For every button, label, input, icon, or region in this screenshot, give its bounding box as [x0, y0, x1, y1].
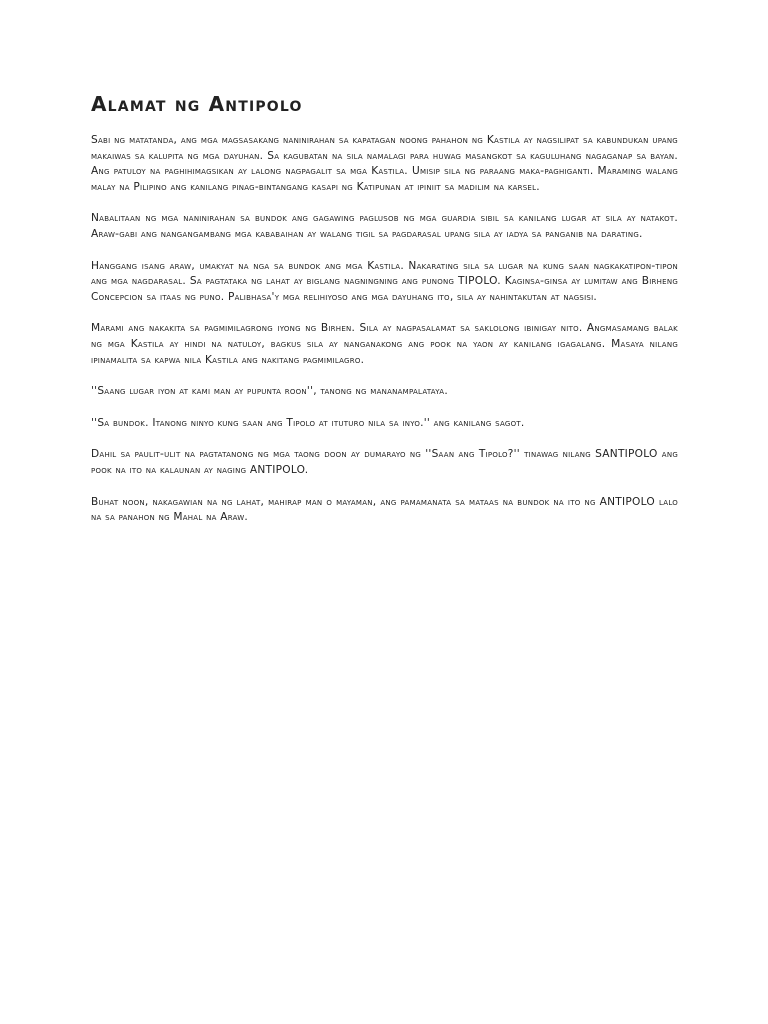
paragraph-6: ''Sa bundok. Itanong ninyo kung saan ang Tipolo at ituturo nila sa inyo.'' ang kanilang sagot.	[91, 416, 525, 429]
paragraph-8: Buhat noon, nakagawian na ng lahat, mahirap man o mayaman, ang pamamanata sa mataas na bundok na ito ng ANTIPOLO lalo na sa panahon ng Mahal na Araw.	[91, 495, 678, 524]
document-page	[91, 92, 678, 542]
paragraph-5: ''Saang lugar iyon at kami man ay pupunta roon'', tanong ng mananampalataya.	[91, 385, 448, 398]
page-title: Alamat ng Antipolo	[91, 92, 303, 116]
paragraph-7: Dahil sa paulit-ulit na pagtatanong ng mga taong doon ay dumarayo ng ''Saan ang Tipolo?'' tinawag nilang SANTIPOLO ang pook na ito na kalaunan ay naging ANTIPOLO.	[91, 448, 678, 476]
paragraph-4: Marami ang nakakita sa pagmimilagrong iyong ng Birhen. Sila ay nagpasalamat sa saklolong ibinigay nito. Angmasamang balak ng mga Kastila ay hindi na natuloy, bagkus sila ay nanganakong ang pook na yaon ay kanilang igagalang. Masaya nilang ipinamalita sa kapwa nila Kastila ang nakitang pagmimilagro.	[91, 322, 678, 366]
paragraph-3: Hanggang isang araw, umakyat na nga sa bundok ang mga Kastila. Nakarating sila sa lugar na kung saan nagkakatipon-tipon ang mga nagdarasal. Sa pagtataka ng lahat ay biglang nagningning ang punong TIPOLO. Kaginsa-ginsa ay lumitaw ang Birheng Concepcion sa itaas ng puno. Palibhasa'y mga relihiyoso ang mga dayuhang ito, sila ay nahintakutan at nagsisi.	[91, 259, 678, 303]
paragraph-1: Sabi ng matatanda, ang mga magsasakang naninirahan sa kapatagan noong pahahon ng Kastila ay nagsilipat sa kabundukan upang makaiwas sa kalupita ng mga dayuhan. Sa kagubatan na sila namalagi para huwag masangkot sa kaguluhang nagaganap sa bayan. Ang patuloy na paghihimagsikan ay lalong nagpagalit sa mga Kastila. Umisip sila ng paraang maka-paghiganti. Maraming walang malay na Pilipino ang kanilang pinag-bintangang kasapi ng Katipunan at ipiniit sa madilim na karsel.	[91, 134, 678, 193]
paragraph-2: Nabalitaan ng mga naninirahan sa bundok ang gagawing paglusob ng mga guardia sibil sa kanilang lugar at sila ay natakot. Araw-gabi ang nangangambang mga kababaihan ay walang tigil sa pagdarasal upang sila ay iadya sa panganib na darating.	[91, 212, 678, 240]
